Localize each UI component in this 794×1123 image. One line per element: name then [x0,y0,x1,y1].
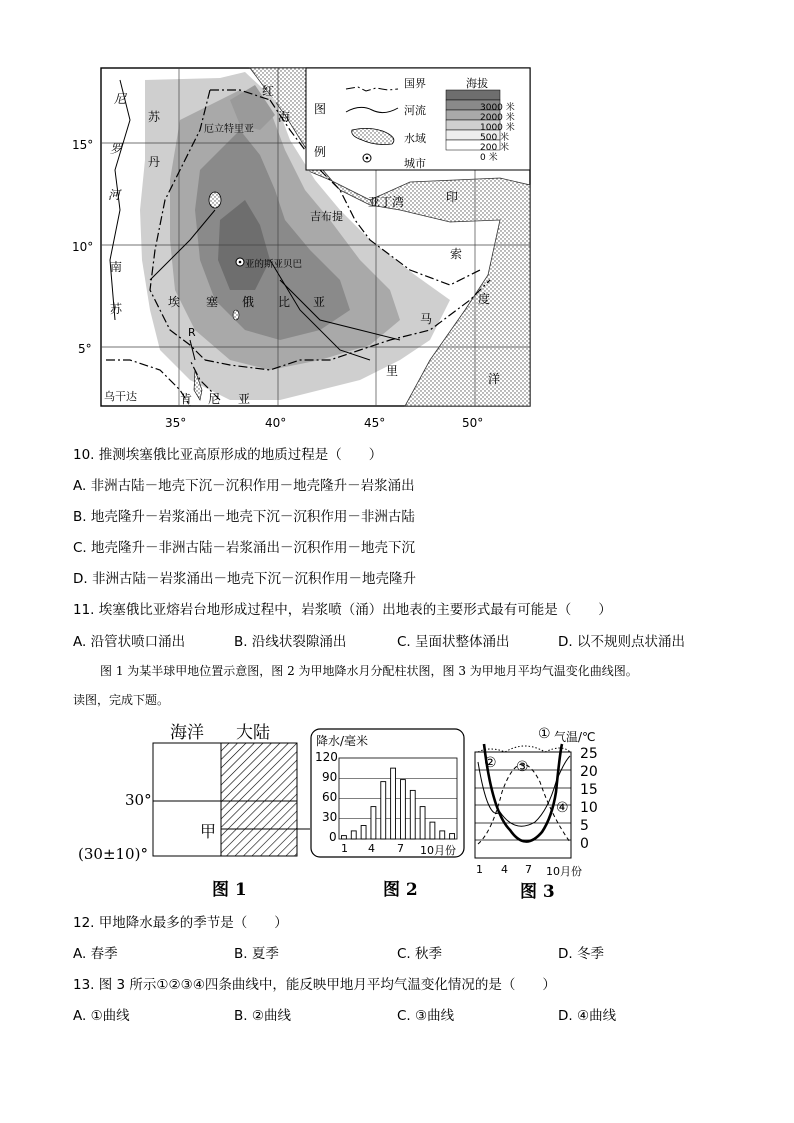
q12-option-b: B. 夏季 [234,946,279,962]
lake-tana [209,192,221,208]
lat-label-10: 10° [72,240,94,254]
q13-stem: 13. 图 3 所示①②③④四条曲线中，能反映甲地月平均气温变化情况的是（ ） [73,977,556,993]
legend-level-2000: 2000 米 [480,113,515,123]
label-sudan-1: 苏 [148,110,161,124]
fig2-ytick-30: 30 [322,810,338,824]
q13-option-b: B. ②曲线 [234,1008,291,1024]
fig3-xtick-1: 1 [476,863,483,876]
precip-bar-month-4 [371,807,376,839]
figure-1 [70,715,310,905]
label-eritrea: 厄立特里亚 [204,124,254,135]
q11-option-d: D. 以不规则点状涌出 [558,634,685,650]
label-south-sudan-1: 南 [110,260,123,274]
legend-level-3000: 3000 米 [480,103,515,113]
label-kenya-3: 亚 [238,392,251,406]
precip-bar-month-11 [440,831,445,839]
label-ethiopia-4: 比 [278,295,291,309]
fig3-ytick-15: 15 [580,782,598,798]
lon-label-50: 50° [462,416,484,430]
figure-3 [470,722,620,907]
precip-bar-month-10 [430,822,435,839]
fig1-lat-30-label: 30° [125,791,152,809]
q12-stem: 12. 甲地降水最多的季节是（ ） [73,915,288,931]
land-area [221,743,297,856]
fig3-curve-label-1: ① [538,726,551,742]
precip-bar-month-1 [341,836,346,839]
lon-label-35: 35° [165,416,187,430]
curve-1 [478,746,570,752]
fig1-lat-range-label: (30±10)° [78,845,148,863]
ethiopia-map [70,60,550,435]
label-ethiopia-5: 亚 [313,295,326,309]
q11-option-b: B. 沿线状裂隙涌出 [234,634,347,650]
q11-option-c: C. 呈面状整体涌出 [397,634,510,650]
fig3-ytick-25: 25 [580,746,598,762]
q13-option-a: A. ①曲线 [73,1008,130,1024]
fig3-xtick-4: 4 [501,863,508,876]
label-nile-2: 罗 [110,142,123,156]
fig1-land-label: 大陆 [236,723,270,743]
label-nile-3: 河 [108,188,121,202]
legend-title-1: 图 [314,102,327,116]
lon-label-40: 40° [265,416,287,430]
q11-stem: 11. 埃塞俄比亚熔岩台地形成过程中，岩浆喷（涌）出地表的主要形式最有可能是（ ） [73,602,612,618]
q10-option-a: A. 非洲古陆－地壳下沉－沉积作用－地壳隆升－岩浆涌出 [73,478,415,494]
lat-label-15: 15° [72,138,94,152]
legend-level-200: 200 米 [480,143,510,153]
label-kenya-2: 尼 [208,392,221,406]
fig3-ylabel: 气温/℃ [554,730,596,744]
fig3-curve-label-4: ④ [556,800,569,816]
label-red-sea-2: 海 [278,110,291,124]
intro-line-1: 图 1 为某半球甲地位置示意图，图 2 为甲地降水月分配柱状图，图 3 为甲地月平均气温变化曲线图。 [100,664,638,678]
lon-label-45: 45° [364,416,386,430]
label-red-sea-1: 红 [262,84,275,98]
label-uganda: 乌干达 [104,390,137,403]
q10-stem: 10. 推测埃塞俄比亚高原形成的地质过程是（ ） [73,447,383,463]
label-addis: 亚的斯亚贝巴 [245,259,303,270]
legend-level-500: 500 米 [480,133,510,143]
label-djibouti: 吉布提 [310,210,343,223]
q13-option-d: D. ④曲线 [558,1008,617,1024]
fig2-xtick-7: 7 [397,842,404,855]
label-indian-2: 度 [478,292,491,306]
fig3-caption: 图 3 [520,882,555,902]
label-somalia-1: 索 [450,247,463,261]
fig2-ylabel: 降水/毫米 [316,734,369,748]
q12-option-c: C. 秋季 [397,946,443,962]
fig2-ytick-0: 0 [329,830,337,844]
label-gulf-aden: 亚丁湾 [368,195,405,209]
legend-altitude: 海拔 [466,77,488,90]
q13-option-c: C. ③曲线 [397,1008,455,1024]
precip-bar-month-9 [420,807,425,839]
label-indian-3: 洋 [488,372,501,386]
fig3-curve-label-2: ② [484,755,497,771]
label-sudan-2: 丹 [148,155,161,169]
map-svg [70,60,550,435]
legend-level-1000: 1000 米 [480,123,515,133]
fig2-caption: 图 2 [383,880,418,900]
intro-line-2: 读图，完成下题。 [73,693,170,707]
fig1-ocean-label: 海洋 [170,723,204,743]
fig1-caption: 图 1 [212,880,247,900]
label-somalia-2: 马 [420,312,433,326]
label-ethiopia-3: 俄 [242,295,255,309]
legend-border: 国界 [404,77,426,90]
label-south-sudan-2: 苏 [110,302,123,316]
fig2-ytick-120: 120 [315,750,338,764]
label-somalia-3: 里 [386,364,399,378]
fig3-xlabel: 10月份 [546,865,582,878]
fig3-ytick-5: 5 [580,818,589,834]
fig2-ytick-90: 90 [322,770,338,784]
q10-option-c: C. 地壳隆升－非洲古陆－岩浆涌出－沉积作用－地壳下沉 [73,540,416,556]
q10-option-d: D. 非洲古陆－岩浆涌出－地壳下沉－沉积作用－地壳隆升 [73,571,416,587]
label-ethiopia-2: 塞 [206,295,219,309]
precip-bar-month-7 [400,780,405,839]
figure-2 [310,728,465,908]
legend-title-2: 例 [314,145,327,159]
fig3-ytick-10: 10 [580,800,598,816]
figure-1-svg [70,715,310,905]
precip-bar-month-8 [410,790,415,839]
legend-city: 城市 [404,157,426,170]
label-river-r: R [188,326,196,339]
precip-bar-month-5 [381,782,386,839]
q12-option-d: D. 冬季 [558,946,604,962]
q12-option-a: A. 春季 [73,946,118,962]
fig1-point-label: 甲 [200,822,217,841]
q11-option-a: A. 沿管状喷口涌出 [73,634,186,650]
legend-water: 水域 [404,132,426,145]
precip-bar-month-6 [391,768,396,839]
fig3-ytick-20: 20 [580,764,598,780]
precip-bar-month-3 [361,826,366,840]
label-nile-1: 尼 [114,92,127,106]
fig2-xtick-1: 1 [341,842,348,855]
lake-1 [233,310,239,320]
label-kenya-1: 肯 [180,392,193,406]
precip-bar-month-2 [351,831,356,839]
label-ethiopia-1: 埃 [168,295,181,309]
legend-level-0: 0 米 [480,153,498,163]
fig3-xtick-7: 7 [525,863,532,876]
precip-bar-month-12 [450,834,455,839]
fig3-ytick-0: 0 [580,836,589,852]
fig2-xlabel: 10月份 [420,844,456,857]
fig2-xtick-4: 4 [368,842,375,855]
lat-label-5: 5° [78,342,92,356]
label-indian-1: 印 [446,190,459,204]
fig3-curve-label-3: ③ [516,759,529,775]
fig2-ytick-60: 60 [322,790,338,804]
q10-option-b: B. 地壳隆升－岩浆涌出－地壳下沉－沉积作用－非洲古陆 [73,509,415,525]
legend-river: 河流 [404,104,426,117]
